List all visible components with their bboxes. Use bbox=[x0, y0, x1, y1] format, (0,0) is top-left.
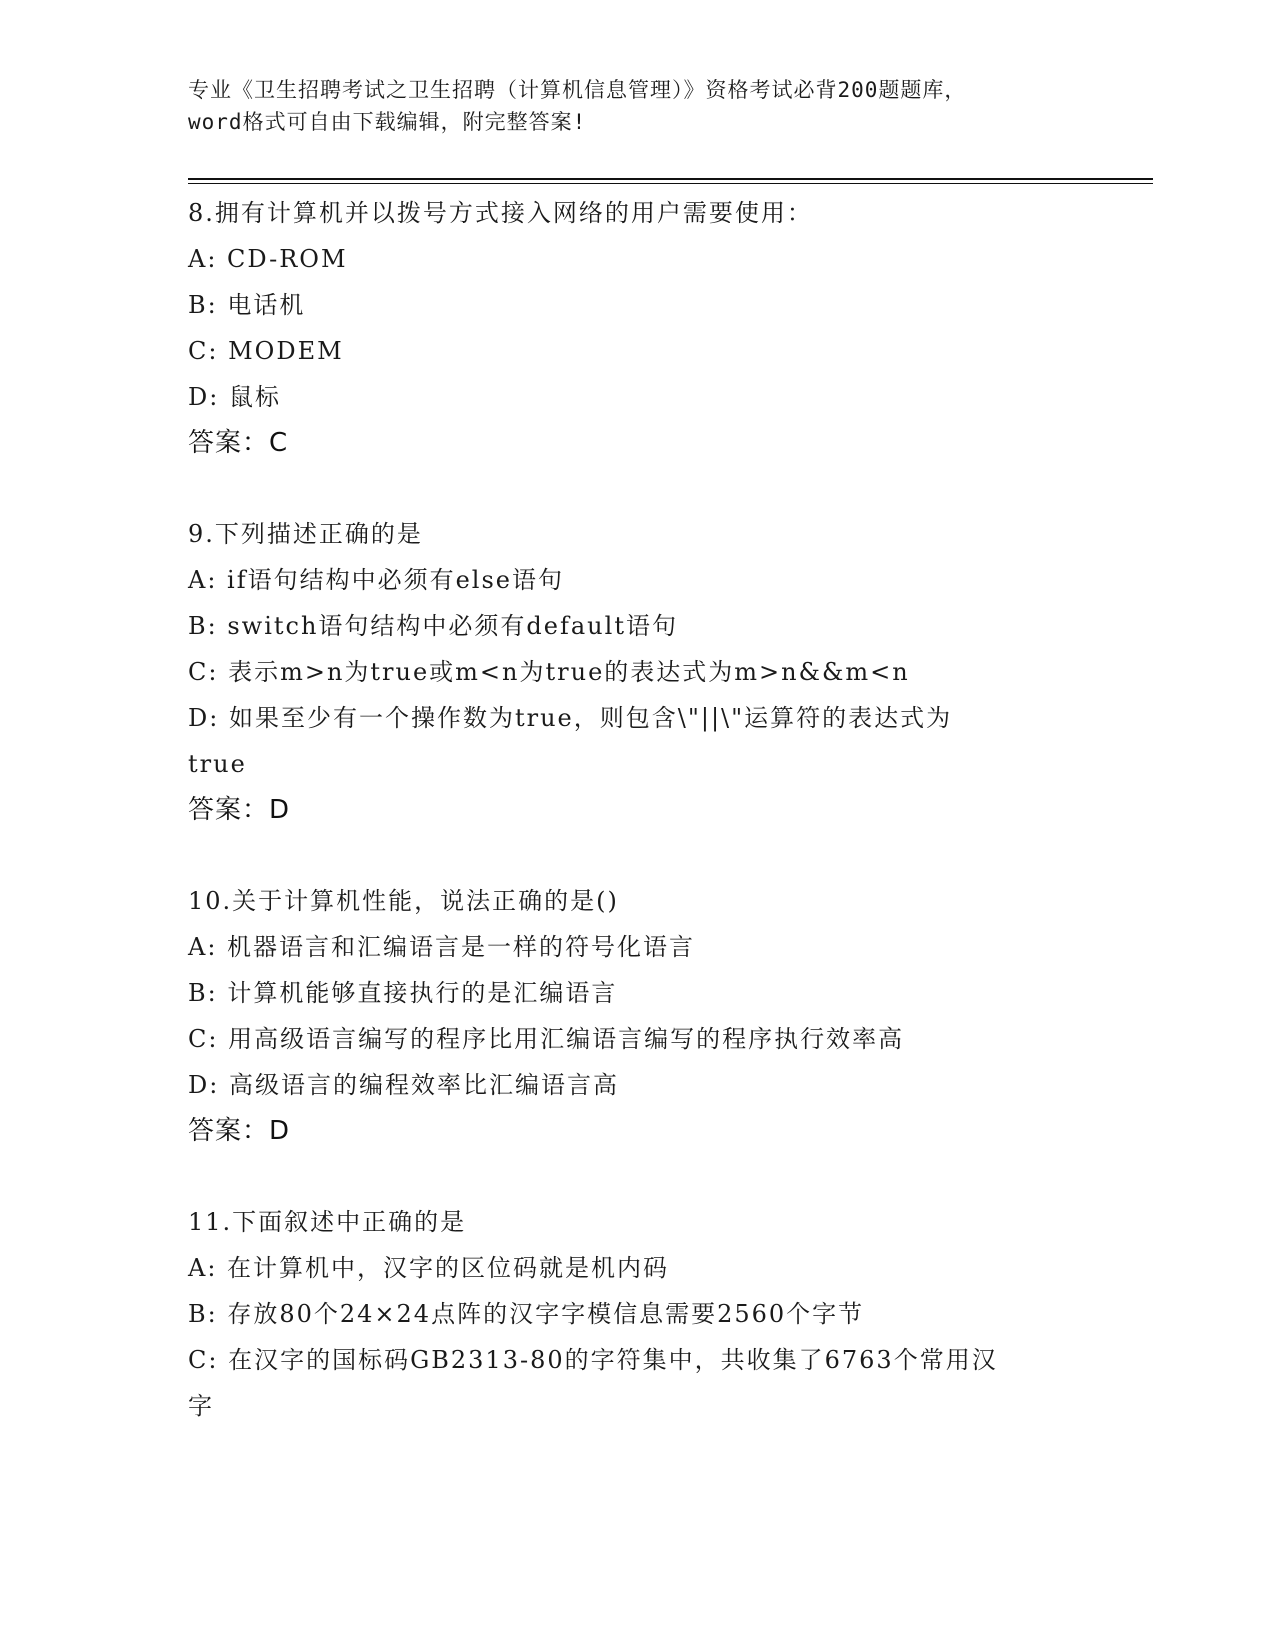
header-divider-thick bbox=[188, 178, 1153, 180]
option-c: C: 在汉字的国标码GB2313-80的字符集中，共收集了6763个常用汉 bbox=[188, 1346, 998, 1374]
option-a: A: 在计算机中，汉字的区位码就是机内码 bbox=[188, 1254, 670, 1282]
option-b: B: 存放80个24×24点阵的汉字字模信息需要2560个字节 bbox=[188, 1300, 865, 1328]
option-c: C: MODEM bbox=[188, 337, 344, 365]
answer-label: 答案：C bbox=[188, 428, 289, 458]
option-a: A: if语句结构中必须有else语句 bbox=[188, 566, 565, 594]
option-d: D: 鼠标 bbox=[188, 383, 281, 411]
option-a: A: CD-ROM bbox=[188, 245, 348, 273]
answer-label: 答案：D bbox=[188, 1116, 291, 1146]
header-divider-thin bbox=[188, 183, 1153, 184]
option-d: D: 高级语言的编程效率比汇编语言高 bbox=[188, 1071, 619, 1099]
header-line-2: word格式可自由下载编辑，附完整答案! bbox=[188, 110, 587, 134]
answer-label: 答案：D bbox=[188, 795, 291, 825]
option-d-continued: true bbox=[188, 750, 247, 778]
question-list bbox=[188, 190, 1088, 1429]
question-stem: 11.下面叙述中正确的是 bbox=[188, 1208, 467, 1236]
question-stem: 8.拥有计算机并以拨号方式接入网络的用户需要使用： bbox=[188, 199, 813, 227]
document-header bbox=[188, 74, 1088, 138]
question-stem: 10.关于计算机性能，说法正确的是() bbox=[188, 887, 619, 915]
option-a: A: 机器语言和汇编语言是一样的符号化语言 bbox=[188, 933, 696, 961]
header-line-1: 专业《卫生招聘考试之卫生招聘（计算机信息管理）》资格考试必背200题题库， bbox=[188, 78, 967, 102]
option-d: D: 如果至少有一个操作数为true，则包含\"||\"运算符的表达式为 bbox=[188, 704, 953, 732]
option-c: C: 表示m>n为true或m<n为true的表达式为m>n&&m<n bbox=[188, 658, 910, 686]
option-c: C: 用高级语言编写的程序比用汇编语言编写的程序执行效率高 bbox=[188, 1025, 905, 1053]
question-block bbox=[188, 190, 1088, 466]
option-b: B: 电话机 bbox=[188, 291, 306, 319]
question-block bbox=[188, 511, 1088, 833]
question-block bbox=[188, 1199, 1088, 1429]
question-stem: 9.下列描述正确的是 bbox=[188, 520, 423, 548]
option-c-continued: 字 bbox=[188, 1392, 214, 1420]
question-block bbox=[188, 878, 1088, 1154]
option-b: B: 计算机能够直接执行的是汇编语言 bbox=[188, 979, 618, 1007]
option-b: B: switch语句结构中必须有default语句 bbox=[188, 612, 678, 640]
